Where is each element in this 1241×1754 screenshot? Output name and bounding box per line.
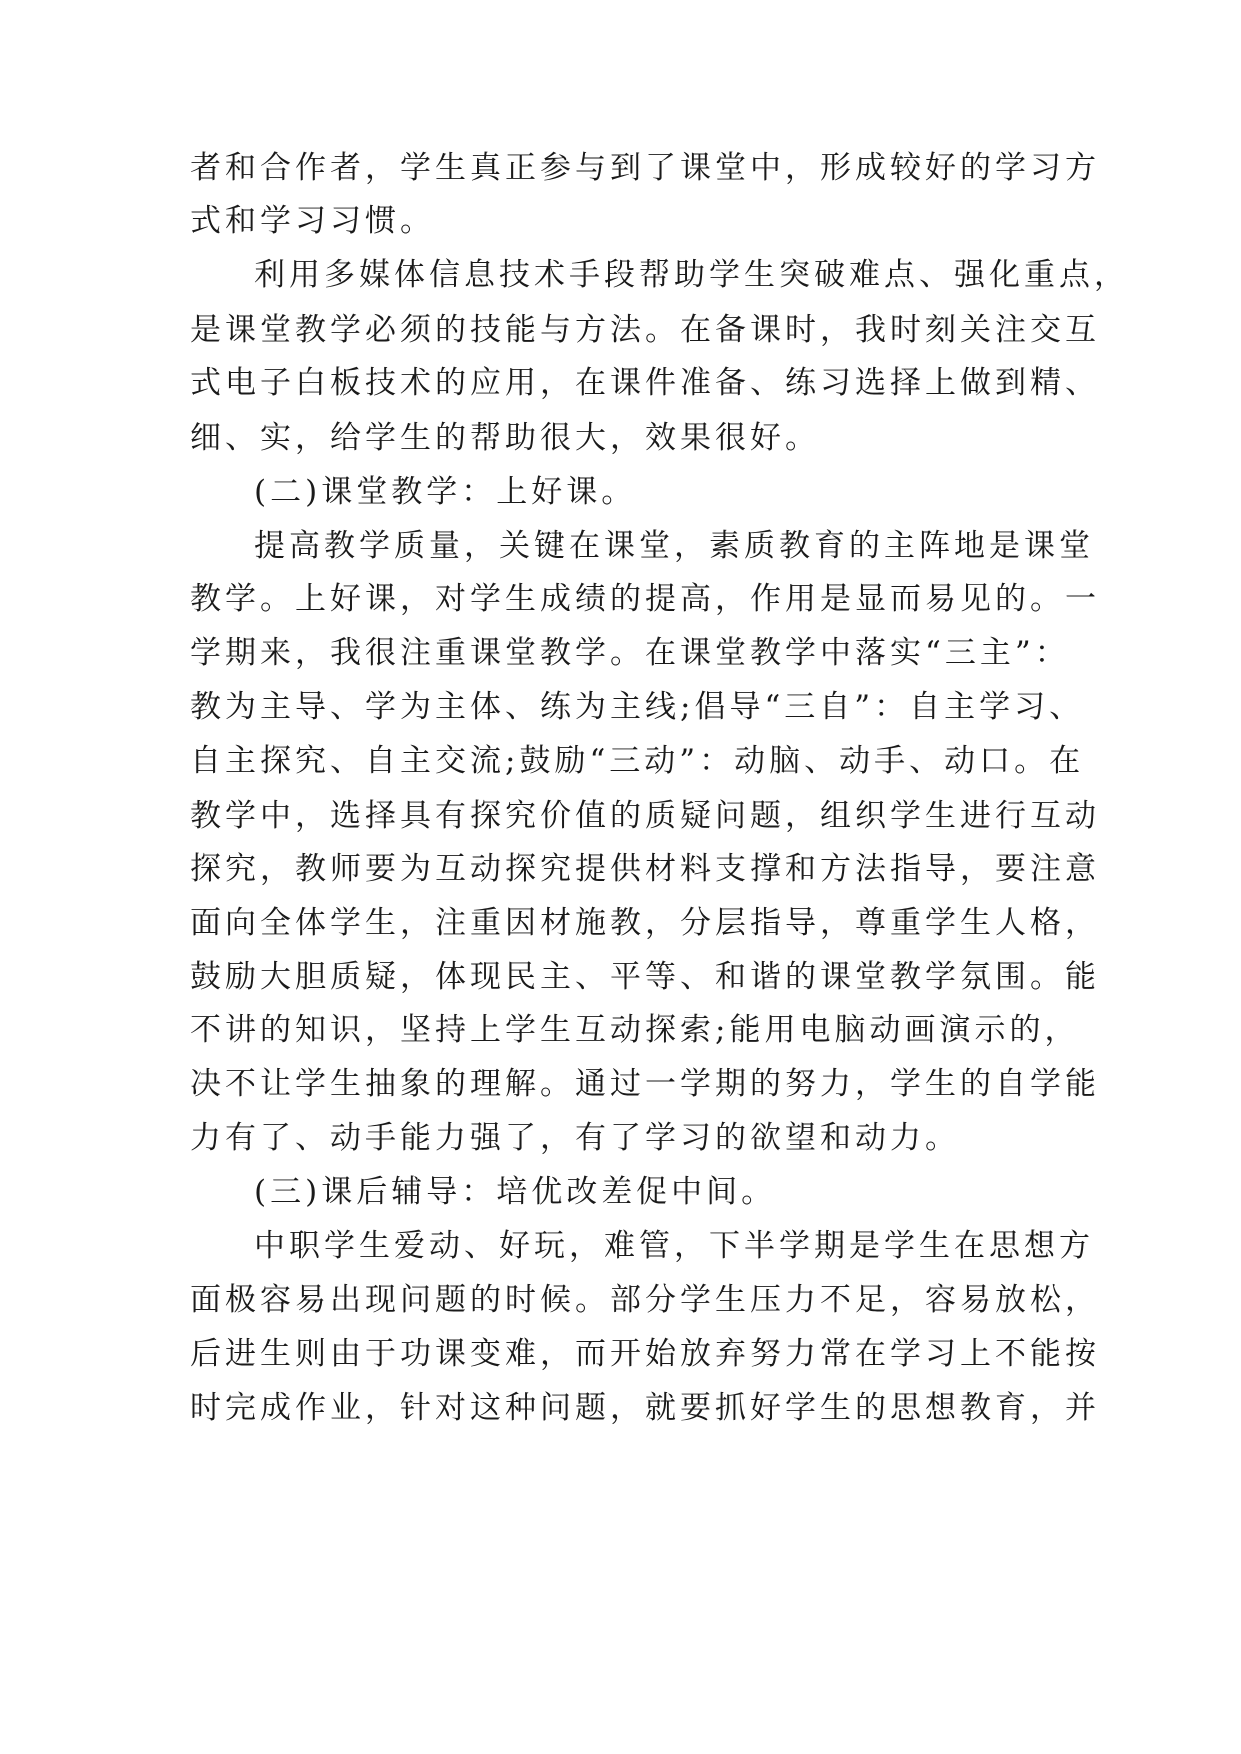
text-line: 面向全体学生，注重因材施教，分层指导，尊重学生人格， [190,905,1100,941]
text-line: 时完成作业，针对这种问题，就要抓好学生的思想教育，并 [190,1390,1100,1426]
text-line: 决不让学生抽象的理解。通过一学期的努力，学生的自学能 [190,1066,1100,1102]
text-line: 式电子白板技术的应用，在课件准备、练习选择上做到精、 [190,365,1100,401]
text-line: 者和合作者，学生真正参与到了课堂中，形成较好的学习方 [190,150,1100,186]
text-line: 力有了、动手能力强了，有了学习的欲望和动力。 [190,1120,960,1156]
text-line: 教为主导、学为主体、练为主线;倡导“三自”：自主学习、 [190,689,1085,725]
paragraph-start-line: 利用多媒体信息技术手段帮助学生突破难点、强化重点， [254,257,1129,293]
text-line: 是课堂教学必须的技能与方法。在备课时，我时刻关注交互 [190,312,1100,348]
paragraph-start-line: 提高教学质量，关键在课堂，素质教育的主阵地是课堂 [254,528,1094,564]
text-line: 式和学习习惯。 [190,203,435,239]
section-heading: (二)课堂教学：上好课。 [254,474,637,510]
text-line: 学期来，我很注重课堂教学。在课堂教学中落实“三主”： [190,635,1070,671]
text-line: 面极容易出现问题的时候。部分学生压力不足，容易放松， [190,1282,1100,1318]
paragraph-start-line: 中职学生爱动、好玩，难管，下半学期是学生在思想方 [254,1228,1094,1264]
text-line: 探究，教师要为互动探究提供材料支撑和方法指导，要注意 [190,851,1100,887]
text-line: 后进生则由于功课变难，而开始放弃努力常在学习上不能按 [190,1336,1100,1372]
text-line: 自主探究、自主交流;鼓励“三动”：动脑、动手、动口。在 [190,743,1085,779]
text-line: 细、实，给学生的帮助很大，效果很好。 [190,420,820,456]
text-line: 教学。上好课，对学生成绩的提高，作用是显而易见的。一 [190,581,1100,617]
text-line: 教学中，选择具有探究价值的质疑问题，组织学生进行互动 [190,798,1100,834]
section-heading: (三)课后辅导：培优改差促中间。 [254,1174,777,1210]
text-line: 鼓励大胆质疑，体现民主、平等、和谐的课堂教学氛围。能 [190,959,1100,995]
text-line: 不讲的知识，坚持上学生互动探索;能用电脑动画演示的， [190,1012,1080,1048]
